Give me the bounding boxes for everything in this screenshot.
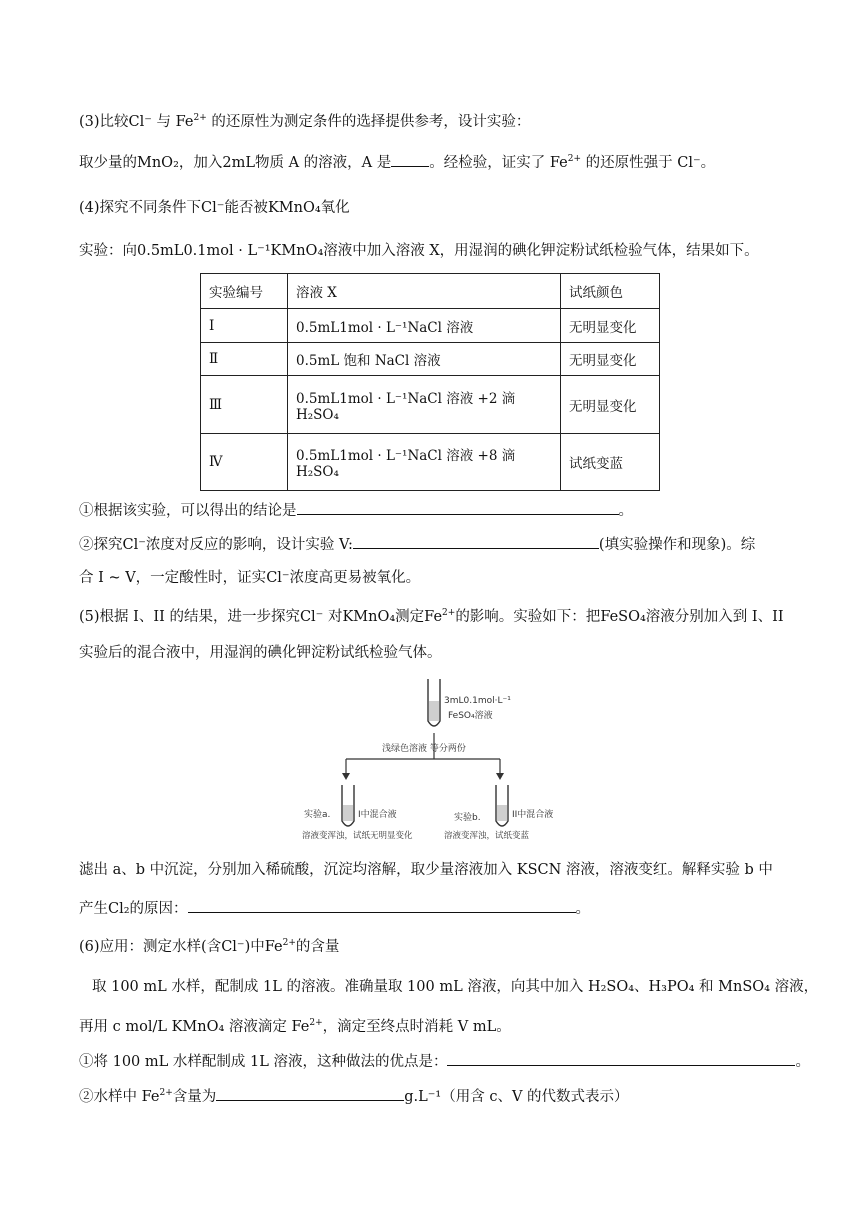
answer-blank-fe-content[interactable]	[216, 1086, 404, 1101]
top-tube-label: FeSO₄溶液	[448, 711, 493, 721]
table-cell: 0.5mL1mol · L⁻¹NaCl 溶液	[288, 309, 561, 343]
q5-text: 对	[327, 609, 343, 625]
q5-text: 。	[575, 901, 591, 917]
q6-text: g.L⁻¹（用含 c、V 的代数式表示）	[404, 1089, 629, 1105]
q6-text: )中	[244, 939, 265, 955]
answer-blank-a[interactable]	[391, 152, 429, 167]
q5-text: 产生	[79, 901, 108, 917]
iron-ion: Fe	[549, 155, 568, 171]
experiment-a-label: 实验a.	[304, 810, 331, 820]
q6-item1	[79, 1051, 810, 1072]
chloride-ion: Cl⁻	[201, 200, 225, 216]
q3-title-text: (3)比较	[79, 114, 129, 130]
mno2-formula: MnO₂	[137, 155, 179, 171]
q6-text: (6)应用：测定水样(含	[79, 939, 222, 955]
table-cell: Ⅲ	[201, 376, 288, 434]
q6-title	[79, 937, 339, 957]
kmno4-formula: KMnO₄	[342, 609, 396, 625]
q4-text: ②探究	[79, 537, 123, 553]
experiment-b-label: 实验b.	[454, 813, 481, 823]
table-header: 试纸颜色	[561, 274, 660, 309]
q6-text: 含量为	[172, 1089, 217, 1105]
q3-text: 的还原性强于	[585, 155, 673, 171]
table-cell: 无明显变化	[561, 343, 660, 376]
split-label: 浅绿色溶液 等分两份	[382, 744, 466, 754]
table-cell: 0.5mL1mol · L⁻¹NaCl 溶液 +2 滴 H₂SO₄	[288, 376, 561, 434]
iron-ion: Fe	[424, 609, 443, 625]
q4-item2-line2	[79, 568, 420, 588]
q6-text: ②水样中	[79, 1089, 137, 1105]
table-row	[201, 309, 660, 343]
chloride-ion: Cl⁻	[128, 114, 152, 130]
feso4-formula: FeSO₄	[600, 609, 646, 625]
q4-text: ①根据该实验，可以得出的结论是	[79, 503, 297, 519]
q6-para2	[79, 1017, 511, 1037]
answer-blank-conclusion[interactable]	[297, 500, 619, 515]
q3-title-text: 与	[156, 114, 172, 130]
q4-text: 浓度高更易被氧化。	[289, 570, 421, 586]
q3-line2	[79, 152, 715, 173]
q5-para1: 滤出 a、b 中沉淀，分别加入稀硫酸，沉淀均溶解，取少量溶液加入 KSCN 溶液，溶液变红。解释实验 b 中	[79, 862, 773, 878]
q5-text: 的影响。实验如下：把	[455, 609, 601, 625]
answer-blank-experiment-v[interactable]	[353, 534, 599, 549]
q4-item2	[79, 534, 755, 555]
q6-text: ，滴定至终点时消耗 V mL。	[322, 1019, 511, 1035]
table-cell: 试纸变蓝	[561, 434, 660, 491]
chloride-ion: Cl⁻	[221, 939, 245, 955]
tube-a-liquid	[343, 805, 353, 821]
experiment-b-mix: II中混合液	[512, 810, 554, 820]
q3-text: ，加入2mL物质 A 的溶液，A 是	[178, 155, 392, 171]
table-cell: 0.5mL 饱和 NaCl 溶液	[288, 343, 561, 376]
q6-text: 。	[795, 1054, 810, 1070]
q6-text: ①将 100 mL 水样配制成 1L 溶液，这种做法的优点是：	[79, 1054, 448, 1070]
cl2-formula: Cl₂	[108, 901, 130, 917]
q5-text: (5)根据 I、II 的结果，进一步探究	[79, 609, 300, 625]
table-cell: 无明显变化	[561, 309, 660, 343]
iron-ion: Fe	[175, 114, 194, 130]
q4-title	[79, 198, 350, 218]
right-arrowhead	[496, 773, 504, 780]
iron-ion: Fe	[264, 939, 283, 955]
table-cell: 无明显变化	[561, 376, 660, 434]
q3-text: 取少量的	[79, 155, 137, 171]
iron-charge: 2+	[442, 608, 456, 619]
q5-text: 的原因：	[129, 901, 188, 917]
q3-text: 。	[700, 155, 716, 171]
q6-text: 的含量	[295, 939, 340, 955]
iron-charge: 2+	[567, 154, 582, 165]
q5-text: 测定	[395, 609, 425, 625]
q4-text: 。	[618, 503, 633, 519]
chloride-ion: Cl⁻	[122, 537, 146, 553]
q3-title-text: 的还原性为测定条件的选择提供参考，设计实验：	[211, 114, 531, 130]
iron-ion: Fe	[291, 1019, 310, 1035]
table-row	[201, 343, 660, 376]
q5-para2	[79, 898, 590, 919]
q4-text: 能否被	[224, 200, 268, 216]
tube-b-liquid	[497, 805, 507, 821]
left-arrowhead	[342, 773, 350, 780]
experiment-table	[200, 273, 660, 491]
experiment-a-mix: I中混合液	[358, 810, 397, 820]
top-tube-label: 3mL0.1mol·L⁻¹	[444, 696, 511, 706]
q4-text: 合 I ~ V，一定酸性时，证实	[79, 570, 267, 586]
iron-charge: 2+	[159, 1088, 173, 1099]
q4-experiment-line: 实验：向0.5mL0.1mol · L⁻¹KMnO₄溶液中加入溶液 X，用湿润的碘化钾淀粉试纸检验气体，结果如下。	[79, 243, 759, 259]
answer-blank-cl2-reason[interactable]	[188, 898, 576, 913]
q3-title	[79, 112, 530, 132]
table-cell: Ⅳ	[201, 434, 288, 491]
iron-ion: Fe	[141, 1089, 160, 1105]
answer-blank-advantage[interactable]	[447, 1051, 795, 1066]
q4-text: (填实验操作和现象)。综	[598, 537, 756, 553]
table-cell: I	[201, 309, 288, 343]
experiment-b-result: 溶液变浑浊，试纸变蓝	[444, 831, 530, 841]
table-header: 溶液 X	[288, 274, 561, 309]
q6-text: 再用 c mol/L KMnO₄ 溶液滴定	[79, 1019, 287, 1035]
kmno4-formula: KMnO₄	[267, 200, 321, 216]
table-cell: Ⅱ	[201, 343, 288, 376]
iron-charge: 2+	[193, 113, 207, 124]
q3-text: 。经检验，证实了	[429, 155, 546, 171]
q6-para1: 取 100 mL 水样，配制成 1L 的溶液。准确量取 100 mL 溶液，向其中加入 H₂SO₄、H₃PO₄ 和 MnSO₄ 溶液，	[92, 979, 819, 995]
q6-item2	[79, 1086, 629, 1107]
experiment-diagram	[300, 675, 580, 845]
q5-text: 溶液分别加入到 I、II	[645, 609, 784, 625]
q4-text: (4)探究不同条件下	[79, 200, 202, 216]
table-row	[201, 434, 660, 491]
q5-line1	[79, 607, 784, 627]
iron-charge: 2+	[282, 938, 296, 949]
table-row	[201, 376, 660, 434]
chloride-ion: Cl⁻	[299, 609, 324, 625]
chloride-ion: Cl⁻	[677, 155, 701, 171]
table-header-row	[201, 274, 660, 309]
q4-text: 浓度对反应的影响，设计实验 V:	[145, 537, 353, 553]
table-cell: 0.5mL1mol · L⁻¹NaCl 溶液 +8 滴 H₂SO₄	[288, 434, 561, 491]
top-tube-liquid	[429, 701, 439, 721]
q4-item1	[79, 500, 633, 521]
q5-line2: 实验后的混合液中，用湿润的碘化钾淀粉试纸检验气体。	[79, 645, 442, 661]
chloride-ion: Cl⁻	[266, 570, 290, 586]
iron-charge: 2+	[309, 1018, 323, 1029]
table-header: 实验编号	[201, 274, 288, 309]
experiment-a-result: 溶液变浑浊，试纸无明显变化	[302, 831, 413, 841]
q4-text: 氧化	[320, 200, 350, 216]
